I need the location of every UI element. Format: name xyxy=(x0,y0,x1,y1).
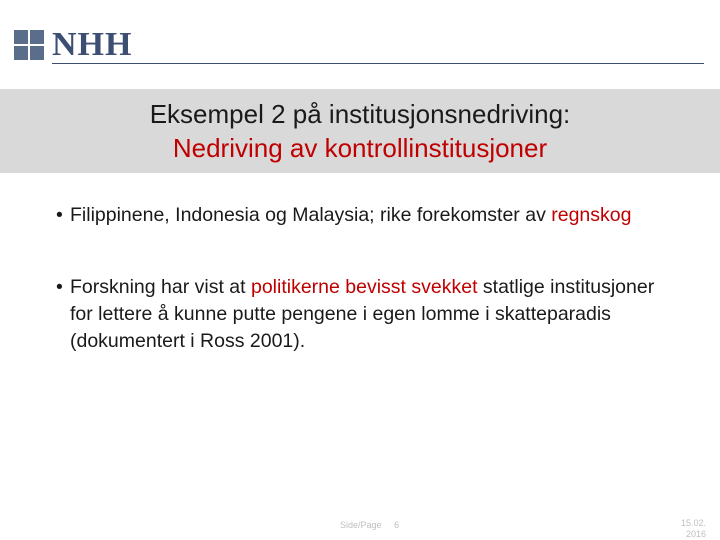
slide-content xyxy=(56,202,656,400)
bullet-highlight: regnskog xyxy=(551,204,632,226)
header-divider xyxy=(52,63,704,64)
logo-emblem-cell xyxy=(30,46,44,60)
bullet-text xyxy=(70,202,631,229)
bullet-text-part: Filippinene, Indonesia og Malaysia; rike forekomster av xyxy=(70,204,552,226)
nhh-logo xyxy=(14,28,132,62)
bullet-icon: • xyxy=(56,276,63,298)
logo-emblem-icon xyxy=(14,30,44,60)
footer-page xyxy=(340,520,399,530)
bullet-text-part: statlige institusjoner for lettere å kunne putte pengene i egen lomme i skatteparadis (dokumentert i Ross 2001). xyxy=(70,276,655,352)
logo-text: NHH xyxy=(52,26,133,63)
bullet-item xyxy=(56,274,656,355)
bullet-highlight: politikerne bevisst svekket xyxy=(250,276,478,298)
bullet-icon: • xyxy=(56,204,63,226)
bullet-item xyxy=(56,202,656,229)
page-number: 6 xyxy=(394,520,400,530)
logo-emblem-cell xyxy=(14,30,28,44)
title-band xyxy=(0,89,720,173)
logo-emblem-cell xyxy=(30,30,44,44)
date-line: 2016 xyxy=(685,529,706,539)
footer-date xyxy=(681,518,706,540)
bullet-text xyxy=(70,274,656,355)
bullet-text-part: Forskning har vist at xyxy=(70,276,251,298)
page-label: Side/Page xyxy=(340,520,382,530)
logo-emblem-cell xyxy=(14,46,28,60)
slide-subtitle: Nedriving av kontrollinstitusjoner xyxy=(172,133,548,163)
slide-title: Eksempel 2 på institusjonsnedriving: xyxy=(149,99,571,129)
date-line: 15.02. xyxy=(680,518,706,528)
